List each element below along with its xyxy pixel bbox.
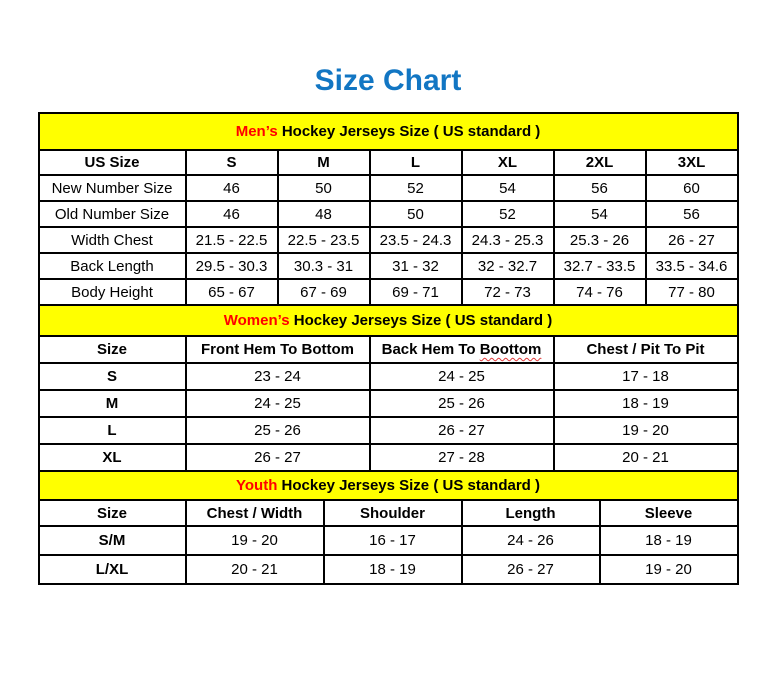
col-header: Chest / Width <box>186 500 324 526</box>
table-row <box>39 390 738 417</box>
youth-header-row <box>39 500 738 526</box>
youth-title-band <box>39 471 738 500</box>
cell: 19 - 20 <box>186 526 324 555</box>
col-header: Size <box>39 500 186 526</box>
mens-title-text: Hockey Jerseys Size ( US standard ) <box>281 123 541 140</box>
cell: 26 - 27 <box>370 417 554 444</box>
cell: 50 <box>278 175 370 201</box>
cell: 46 <box>186 201 278 227</box>
row-label: Body Height <box>39 279 186 305</box>
youth-title-text: Hockey Jerseys Size ( US standard ) <box>281 477 540 494</box>
womens-title-band <box>39 305 738 336</box>
cell: 18 - 19 <box>324 555 462 584</box>
cell: 52 <box>370 175 462 201</box>
table-row <box>39 526 738 555</box>
table-row <box>39 363 738 390</box>
table-row <box>39 175 738 201</box>
back-hem-label-prefix: Back Hem To <box>381 341 476 358</box>
table-row <box>39 227 738 253</box>
row-label: XL <box>39 444 186 471</box>
row-label: L/XL <box>39 555 186 584</box>
cell: 65 - 67 <box>186 279 278 305</box>
cell: 24 - 25 <box>186 390 370 417</box>
youth-title-highlight: Youth <box>236 477 278 494</box>
cell: 50 <box>370 201 462 227</box>
table-row <box>39 555 738 584</box>
col-header: Size <box>39 336 186 363</box>
table-row <box>39 417 738 444</box>
youth-size-table <box>38 470 739 585</box>
mens-title-band <box>39 113 738 150</box>
cell: 56 <box>554 175 646 201</box>
mens-header-row <box>39 150 738 175</box>
row-label: M <box>39 390 186 417</box>
cell: 30.3 - 31 <box>278 253 370 279</box>
table-row <box>39 279 738 305</box>
cell: 77 - 80 <box>646 279 738 305</box>
cell: 18 - 19 <box>554 390 738 417</box>
cell: 74 - 76 <box>554 279 646 305</box>
cell: 17 - 18 <box>554 363 738 390</box>
col-header: Sleeve <box>600 500 738 526</box>
youth-title-band-row <box>39 471 738 500</box>
row-label: S <box>39 363 186 390</box>
cell: 54 <box>462 175 554 201</box>
cell: 72 - 73 <box>462 279 554 305</box>
size-chart-tables <box>38 112 739 585</box>
col-header: Length <box>462 500 600 526</box>
row-label: Back Length <box>39 253 186 279</box>
cell: 56 <box>646 201 738 227</box>
womens-header-row <box>39 336 738 363</box>
mens-title-band-row <box>39 113 738 150</box>
cell: 23 - 24 <box>186 363 370 390</box>
womens-title-text: Hockey Jerseys Size ( US standard ) <box>293 312 553 329</box>
cell: 48 <box>278 201 370 227</box>
row-label: Old Number Size <box>39 201 186 227</box>
womens-title-highlight: Women’s <box>223 312 290 329</box>
col-header: S <box>186 150 278 175</box>
cell: 24 - 25 <box>370 363 554 390</box>
table-row <box>39 444 738 471</box>
cell: 18 - 19 <box>600 526 738 555</box>
cell: 67 - 69 <box>278 279 370 305</box>
cell: 25.3 - 26 <box>554 227 646 253</box>
cell: 52 <box>462 201 554 227</box>
cell: 24 - 26 <box>462 526 600 555</box>
cell: 26 - 27 <box>646 227 738 253</box>
col-header: M <box>278 150 370 175</box>
cell: 20 - 21 <box>554 444 738 471</box>
back-hem-misspelled-word: Boottom <box>479 341 542 358</box>
table-row <box>39 253 738 279</box>
cell: 24.3 - 25.3 <box>462 227 554 253</box>
mens-title-highlight: Men’s <box>235 123 278 140</box>
cell: 46 <box>186 175 278 201</box>
cell: 19 - 20 <box>600 555 738 584</box>
col-header: Chest / Pit To Pit <box>554 336 738 363</box>
row-label: Width Chest <box>39 227 186 253</box>
table-row <box>39 201 738 227</box>
mens-size-table <box>38 112 739 306</box>
cell: 16 - 17 <box>324 526 462 555</box>
cell: 69 - 71 <box>370 279 462 305</box>
col-header: Shoulder <box>324 500 462 526</box>
col-header: 2XL <box>554 150 646 175</box>
cell: 29.5 - 30.3 <box>186 253 278 279</box>
col-header-back-hem <box>370 336 554 363</box>
cell: 32.7 - 33.5 <box>554 253 646 279</box>
cell: 21.5 - 22.5 <box>186 227 278 253</box>
womens-title-band-row <box>39 305 738 336</box>
col-header: L <box>370 150 462 175</box>
cell: 54 <box>554 201 646 227</box>
row-label: L <box>39 417 186 444</box>
page-title: Size Chart <box>314 64 462 97</box>
row-label: S/M <box>39 526 186 555</box>
cell: 25 - 26 <box>186 417 370 444</box>
row-label: New Number Size <box>39 175 186 201</box>
womens-size-table <box>38 304 739 472</box>
cell: 26 - 27 <box>462 555 600 584</box>
cell: 60 <box>646 175 738 201</box>
col-header: US Size <box>39 150 186 175</box>
cell: 32 - 32.7 <box>462 253 554 279</box>
cell: 20 - 21 <box>186 555 324 584</box>
cell: 19 - 20 <box>554 417 738 444</box>
col-header: Front Hem To Bottom <box>186 336 370 363</box>
col-header: 3XL <box>646 150 738 175</box>
cell: 26 - 27 <box>186 444 370 471</box>
cell: 31 - 32 <box>370 253 462 279</box>
cell: 33.5 - 34.6 <box>646 253 738 279</box>
cell: 22.5 - 23.5 <box>278 227 370 253</box>
cell: 25 - 26 <box>370 390 554 417</box>
col-header: XL <box>462 150 554 175</box>
cell: 27 - 28 <box>370 444 554 471</box>
cell: 23.5 - 24.3 <box>370 227 462 253</box>
